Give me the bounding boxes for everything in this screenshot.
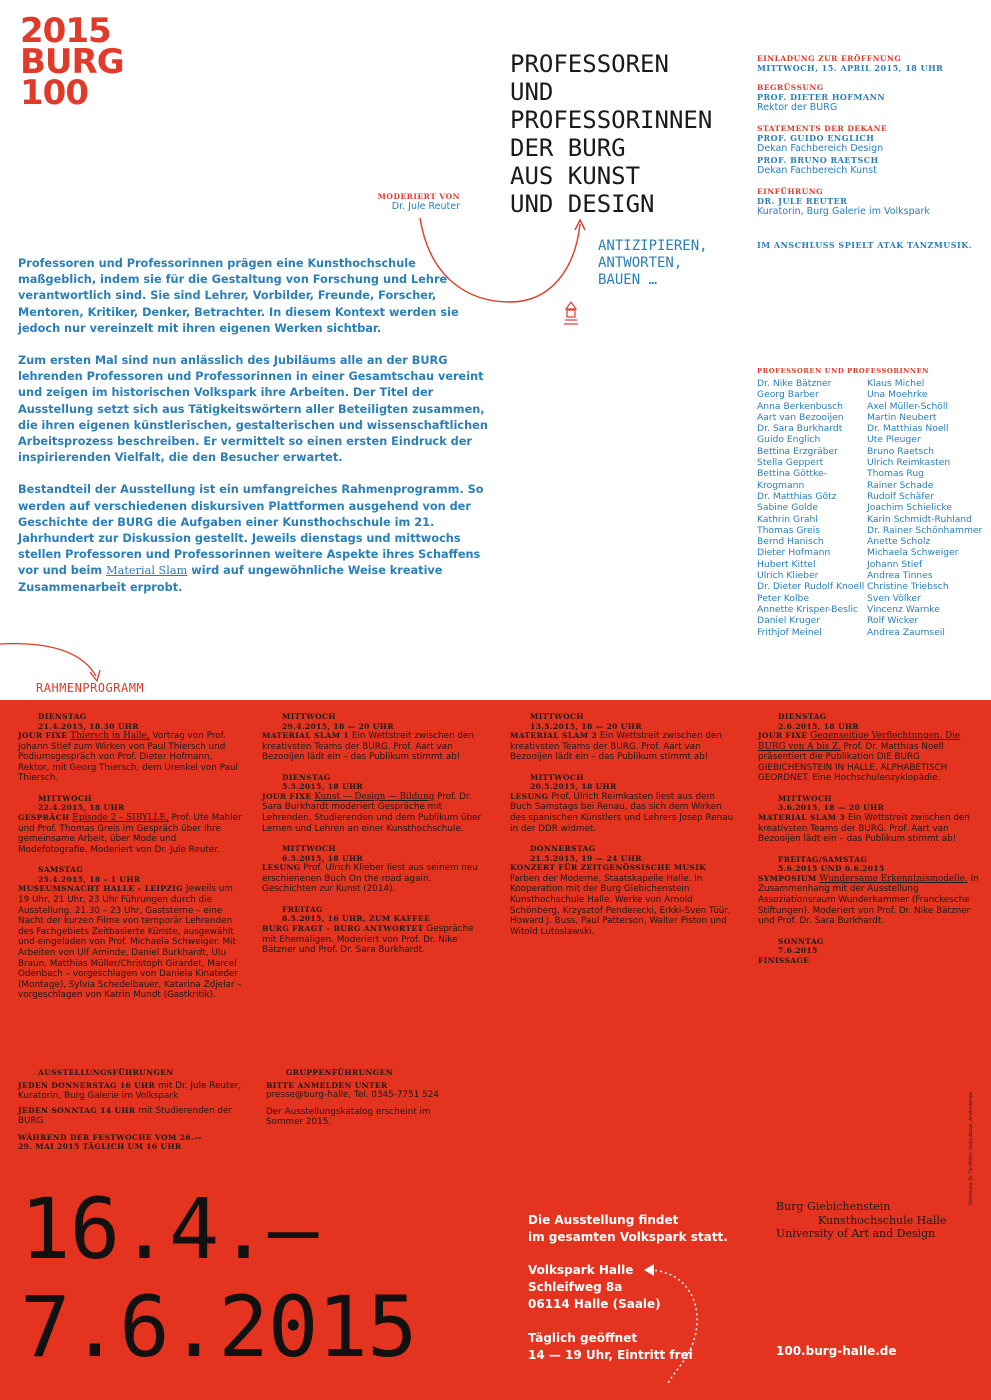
event-date: 6.5.2015, 18 UHR [282, 853, 364, 863]
professor-name: Dr. Nike Bätzner [757, 378, 832, 389]
professor-name: Anette Scholz [867, 536, 931, 548]
website-link[interactable]: 100.burg-halle.de [776, 1344, 897, 1358]
greeting-name: PROF. DIETER HOFMANN [757, 92, 886, 102]
event-date: 25.4.2015, 18 – 1 UHR [38, 874, 141, 884]
program-column [510, 712, 736, 947]
event-date: 13.5.2015, 18 — 20 UHR [530, 721, 642, 731]
event-date: 5.5.2015, 18 UHR [282, 782, 364, 792]
dotted-arrow-icon [640, 1258, 710, 1388]
tour-text: mit Studierenden der BURG [18, 1105, 233, 1127]
burg-100-logo [20, 11, 124, 113]
section-heading: RAHMENPROGRAMM [36, 681, 145, 695]
event-text: In Zusammenhang mit der Ausstellung Assoziationsraum Wunderkammer (Franckesche Stiftungen). Moderiert von Prof. Dr. Nike Bätzner und Prof. Dr. Sara Burkhardt. [758, 873, 979, 927]
professor-name: Frithjof Meinel [757, 626, 822, 638]
page-title [510, 50, 712, 218]
professor-name: Krogmann [757, 479, 805, 491]
hours-line: Täglich geöffnet [528, 1331, 638, 1345]
date-start: 16.4.— [20, 1180, 318, 1278]
venue-address [528, 1262, 748, 1313]
professors-block [757, 367, 929, 375]
event-date: 7.6.2015 [778, 946, 818, 956]
professor-name: Ute Pleuger [867, 434, 921, 446]
event-description [758, 813, 984, 845]
event-text: Ein Wettstreit zwischen den kreativsten Teams der BURG. Prof. Aart van Bezooijen lädt ein – das Publikum stimmt ab! [262, 731, 474, 763]
opening-hours [528, 1330, 748, 1364]
event-day: DIENSTAG [282, 772, 331, 782]
event-text: Prof. Ulrich Reimkasten liest aus dem Buch Samstags bei Renau, das sich dem Wirken des spanischen Künstlers und Lehrers Josep Renau in der DDR widmet. [510, 791, 734, 834]
event-description [262, 731, 488, 763]
professor-name: Johann Stief [867, 558, 923, 570]
professor-name: Kathrin Grahl [757, 513, 818, 525]
professor-name: Dr. Dieter Rudolf Knoell [757, 581, 865, 593]
professor-name: Joachim Schielicke [867, 502, 952, 514]
event-date: 21.5.2015, 19 — 24 UHR [530, 853, 642, 863]
design-credit: Gestaltung: Dr. Tim Müller, Georg Barber, Annika Kempe [968, 1091, 973, 1205]
event-date: 29.4.2015, 18 — 20 UHR [282, 721, 394, 731]
curved-arrow-icon [0, 636, 110, 684]
university-line: University of Art and Design [776, 1227, 936, 1240]
event-text: Prof. Ute Mahler und Prof. Thomas Greis im Gespräch über ihre gemeinsame Arbeit, über Mode und Modefotografie. Moderiert von Dr. Jule Reuter. [18, 812, 242, 855]
event-day: MITTWOCH [38, 793, 92, 803]
professor-name: Michaela Schweiger [867, 547, 959, 559]
event-title: Episode 2 – SIBYLLE, [72, 812, 169, 823]
professor-name: Anna Berkenbusch [757, 400, 843, 412]
exhibition-subtitle [598, 238, 708, 289]
exhibition-dates [20, 1180, 417, 1376]
event-text: Farben der Moderne, Staatskapelle Halle. In Kooperation mit der Burg Giebichenstein Kunsthochschule Halle. Werke von Arnold Schönberg, Krzysztof Penderecki, Erkki-Sven Tüür, Howard J. Buss, Paul Patterson, Walter Piston und Witold Lutosławski. [510, 873, 731, 937]
event-day: DONNERSTAG [530, 844, 596, 854]
tours-block [18, 1068, 248, 1152]
program-event [758, 937, 984, 967]
event-type: MATERIAL SLAM 2 [510, 731, 598, 740]
event-description [758, 956, 984, 967]
moderation-name: Dr. Jule Reuter [391, 201, 460, 212]
intro-paragraph: Professoren und Professorinnen prägen eine Kunsthochschule maßgeblich, indem sie für die Gestaltung von Forschung und Lehre verantwortlich sind. Sie sind Lehrer, Vorbilder, Freunde, Forscher, Mentoren, Kritiker, Denker, Betrachter. In diesem Kontext werden sie jedoch nur vereinzelt mit ihren eigenen Werken sichtbar. [18, 257, 459, 335]
groups-label: GRUPPENFÜHRUNGEN [286, 1068, 393, 1077]
program-column [18, 712, 244, 1011]
event-day: MITTWOCH [530, 712, 584, 721]
professor-name: Peter Kolbe [757, 592, 810, 604]
professor-name: Sven Völker [867, 592, 921, 604]
program-column [262, 712, 488, 966]
event-title: Thiersch in Halle, [70, 731, 150, 741]
event-description [262, 792, 488, 834]
program-event [758, 794, 984, 845]
professor-name: Annette Krisper-Beslic [757, 603, 859, 615]
opening-label: EINLADUNG ZUR ERÖFFNUNG [757, 54, 902, 63]
university-line: Burg Giebichenstein [776, 1200, 891, 1213]
event-date: 20.5.2015, 18 UHR [530, 782, 617, 792]
professor-name: Ulrich Klieber [757, 570, 819, 582]
title-line: DER BURG [510, 134, 626, 162]
event-text: Prof. Dr. Matthias Noell präsentiert die Publikation DIE BURG GIEBICHENSTEIN IN HALLE, ALPHABETISCH GEORDNET. Eine Hochschulenzyklopädie. [758, 741, 948, 784]
event-type: LESUNG [510, 791, 549, 801]
title-line: PROFESSOREN [510, 50, 669, 78]
title-line: UND [510, 78, 554, 106]
event-type: JOUR FIXE [758, 731, 808, 740]
professor-name: Aart van Bezooijen [757, 411, 844, 423]
event-day: SONNTAG [778, 936, 824, 946]
intro-label: EINFÜHRUNG [757, 187, 824, 196]
tour-text: mit Dr. Jule Reuter, Kuratorin, Burg Galerie im Volkspark [18, 1080, 242, 1102]
tours-label: AUSSTELLUNGSFÜHRUNGEN [38, 1068, 174, 1077]
university-line: Kunsthochschule Halle [818, 1213, 947, 1227]
event-type: MUSEUMSNACHT HALLE – LEIPZIG [18, 884, 184, 894]
event-type: MATERIAL SLAM 3 [758, 812, 846, 822]
event-description [18, 731, 244, 784]
tour-line [18, 1106, 248, 1127]
intro-role: Kuratorin, Burg Galerie im Volkspark [757, 206, 930, 217]
event-date: 2.6.2015, 18 UHR [778, 721, 860, 731]
event-day: MITTWOCH [282, 712, 336, 721]
intro-paragraph [18, 482, 488, 595]
professor-name: Klaus Michel [867, 378, 925, 389]
program-event [510, 844, 736, 937]
professors-label: PROFESSOREN UND PROFESSORINNEN [757, 367, 930, 375]
event-title: Gegenseitige Verflechtungen. Die BURG von A bis Z. [758, 731, 961, 752]
event-text: Vortrag von Prof. Johann Stief zum Wirken von Paul Thiersch und Podiumsgespräch von Prof. Dieter Hofmann, Rektor, mit Georg Thiersch, dem Urenkel von Paul Thiersch. [18, 731, 238, 784]
professor-name: Martin Neubert [867, 411, 937, 423]
event-type: SYMPOSIUM [758, 873, 817, 883]
professor-name: Andrea Zaumseil [867, 626, 945, 638]
intro-paragraph: Zum ersten Mal sind nun anlässlich des Jubiläums alle an der BURG lehrenden Professoren und Professorinnen in einer Gesamtschau vereint und zeigen im historischen Volkspark ihre Arbeiten. Der Titel der Ausstellung setzt sich aus Tätigkeitswörtern aller Beteiligten zusammen, die ihren eigenen künstlerischen, gestalterischen und wissenschaftlichen Arbeitsprozess beschreiben. Er vermittelt so einen ersten Eindruck der inspirierenden Vielfalt, die den Besucher erwartet. [18, 354, 488, 465]
event-date: 22.4.2015, 18 UHR [38, 803, 125, 813]
program-event [262, 712, 488, 763]
intro-name: DR. JULE REUTER [757, 196, 848, 206]
professor-name: Rainer Schade [867, 479, 934, 491]
tower-icon [563, 301, 579, 327]
professor-name: Georg Barber [757, 389, 819, 401]
professor-name: Bernd Hanisch [757, 536, 824, 548]
dean-role: Dekan Fachbereich Design [757, 143, 884, 154]
event-date: 3.6.2015, 18 — 20 UHR [778, 803, 885, 813]
event-text: Ein Wettstreit zwischen den kreativsten Teams der BURG. Prof. Aart van Bezooijen lädt ein – das Publikum stimmt ab! [758, 812, 970, 845]
event-description [18, 813, 244, 855]
event-date: 8.5.2015, 16 UHR, ZUM KAFFEE [282, 914, 431, 924]
title-line: UND DESIGN [510, 190, 655, 218]
event-text: Prof. Ulrich Klieber liest aus seinem neu erschienenen Buch On the road again. Geschichten zur Kunst (2014). [262, 863, 478, 895]
venue-note [528, 1212, 748, 1246]
event-text: Prof. Dr. Sara Burkhardt moderiert Gespräche mit Lehrenden, Studierenden und dem Publikum über Lernen und Lehren an einer Kunsthochschule. [262, 791, 482, 834]
professor-name: Thomas Rug [867, 468, 924, 480]
groups-block [266, 1068, 466, 1128]
program-event [18, 794, 244, 855]
professor-name: Rolf Wicker [867, 615, 919, 627]
event-text: Jeweils um 19 Uhr, 21 Uhr, 23 Uhr Führungen durch die Ausstellung. 21.30 – 23 Uhr, Gaststerne – eine Nacht der kurzen Filme von temporär Lehrenden des Fachgebiets Zeitbasierte Künste, ausgewählt und eingeladen von Prof. Michaela Schweiger. Mit Arbeiten von Ulf Aminde, Daniel Burkhardt, Ulu Braun, Matthias Müller/Christoph Girardet, Marcel Odenbach – vorgeschlagen von Daniela Kinateder (Montage), Sylvia Schedelbauer, Katarina Zdjelar – vorgeschlagen von Katrin Mundt (Gastkritik). [18, 884, 242, 1001]
logo-100: 100 [20, 73, 88, 113]
professor-name: Dieter Hofmann [757, 547, 831, 559]
groups-register: BITTE ANMELDEN UNTER [266, 1080, 388, 1090]
event-description [758, 874, 984, 927]
professor-name: Bruno Raetsch [867, 445, 934, 457]
professor-name: Dr. Matthias Götz [757, 490, 837, 502]
event-date: 5.6.2015 UND 6.6.2015 [778, 864, 885, 874]
deans-label: STATEMENTS DER DEKANE [757, 124, 888, 133]
professor-name: Bettina Göttke- [757, 468, 827, 480]
event-type: BURG FRAGT – BURG ANTWORTET [262, 923, 424, 933]
dean-name: PROF. BRUNO RAETSCH [757, 155, 879, 165]
program-event [262, 773, 488, 834]
title-line: PROFESSORINNEN [510, 106, 713, 134]
professor-name: Hubert Kittel [757, 558, 816, 570]
opening-date: MITTWOCH, 15. APRIL 2015, 18 UHR [757, 63, 944, 73]
music-note: IM ANSCHLUSS SPIELT ATAK TANZMUSIK. [757, 240, 972, 250]
groups-contact[interactable]: presse@burg-halle, Tel. 0345-7751 524 [266, 1090, 439, 1100]
tour-time: JEDEN DONNERSTAG 16 UHR [18, 1080, 156, 1090]
event-type: JOUR FIXE [262, 791, 312, 801]
event-description [510, 863, 736, 937]
event-date: 21.4.2015, 18.30 UHR [38, 721, 139, 731]
professor-name: Dr. Sara Burkhardt [757, 423, 843, 435]
professor-name: Stella Geppert [757, 457, 824, 469]
logo-burg: BURG [20, 42, 124, 82]
professor-name: Sabine Golde [757, 502, 819, 514]
event-title: Kunst — Design — Bildung [314, 791, 435, 802]
event-type: FINISSAGE [758, 955, 810, 965]
dean-role: Dekan Fachbereich Kunst [757, 165, 877, 176]
event-day: DIENSTAG [778, 712, 827, 721]
event-type: JOUR FIXE [18, 731, 68, 740]
event-description [262, 863, 488, 895]
professors-list-1 [757, 378, 867, 638]
program-event [510, 773, 736, 834]
event-description [510, 792, 736, 834]
hours-line: 14 — 19 Uhr, Eintritt frei [528, 1348, 693, 1362]
event-type: MATERIAL SLAM 1 [262, 731, 350, 740]
program-event [18, 865, 244, 1001]
event-day: SAMSTAG [38, 865, 84, 875]
subtitle-line: ANTWORTEN, [598, 255, 683, 271]
festival-tours: WÄHREND DER FESTWOCHE VOM 26.—29. MAI 2015 TÄGLICH UM 16 UHR [18, 1132, 202, 1152]
professors-list-2 [867, 378, 987, 638]
program-event [18, 712, 244, 784]
logo-year: 2015 [20, 11, 111, 51]
event-title: Wundersame Erkenntnismodelle. [819, 873, 968, 884]
professor-name: Vincenz Warnke [867, 603, 940, 615]
program-column [758, 712, 984, 976]
tour-time: JEDEN SONNTAG 14 UHR [18, 1105, 136, 1115]
professor-name: Bettina Erzgräber [757, 445, 838, 457]
tour-line [18, 1081, 248, 1102]
event-day: FREITAG [282, 904, 323, 914]
professor-name: Guido Englich [757, 434, 821, 446]
event-day: DIENSTAG [38, 712, 87, 721]
event-text: Gespräche mit Ehemaligen. Moderiert von Prof. Dr. Nike Bätzner und Prof. Dr. Sara Burkhardt. [262, 923, 474, 956]
event-type: LESUNG [262, 863, 301, 873]
professor-name: Una Moehrke [867, 389, 928, 401]
program-event [758, 855, 984, 927]
address-line: Schleifweg 8a [528, 1280, 623, 1294]
catalog-note: Der Ausstellungskatalog erscheint im Sommer 2015. [266, 1106, 431, 1128]
intro-text-part: Bestandteil der Ausstellung ist ein umfangreiches Rahmenprogramm. So werden auf verschiedenen diskursiven Plattformen ausgehend von der Geschichte der BURG die Aufgaben einer Kunsthochschule im 21. Jahrhundert zur Diskussion gestellt. Jeweils dienstags und mittwochs stellen Professoren und Professorinnen weitere Aspekte ihres Schaffens vor und beim [18, 483, 484, 578]
intro-text [18, 256, 488, 612]
professor-name: Thomas Greis [757, 524, 821, 536]
event-description [510, 731, 736, 763]
subtitle-line: BAUEN … [598, 272, 658, 288]
address-line: Volkspark Halle [528, 1263, 634, 1277]
professor-name: Dr. Rainer Schönhammer [867, 524, 983, 536]
professor-name: Karin Schmidt-Ruhland [867, 513, 972, 525]
university-name [776, 1200, 946, 1241]
intro-text-part: wird auf ungewöhnliche Weise kreative Zusammenarbeit erprobt. [18, 564, 443, 594]
event-day: MITTWOCH [282, 844, 336, 854]
dean-name: PROF. GUIDO ENGLICH [757, 133, 875, 143]
event-description [262, 924, 488, 956]
event-text: Ein Wettstreit zwischen den kreativsten Teams der BURG. Prof. Aart van Bezooijen lädt ein – das Publikum stimmt ab! [510, 731, 722, 763]
event-type: GESPRÄCH [18, 812, 70, 822]
event-description [18, 884, 244, 1001]
program-event [262, 844, 488, 895]
event-day: MITTWOCH [778, 793, 832, 803]
venue-line: Die Ausstellung findet [528, 1213, 679, 1227]
program-event [510, 712, 736, 763]
address-line: 06114 Halle (Saale) [528, 1297, 661, 1311]
greeting-role: Rektor der BURG [757, 102, 838, 113]
event-type: KONZERT FÜR ZEITGENÖSSISCHE MUSIK [510, 863, 707, 873]
material-slam-link[interactable]: Material Slam [106, 564, 188, 578]
program-event [262, 905, 488, 956]
program-event [758, 712, 984, 784]
professor-name: Rudolf Schäfer [867, 490, 934, 502]
professor-name: Ulrich Reimkasten [867, 457, 951, 469]
subtitle-line: ANTIZIPIEREN, [598, 238, 708, 254]
event-day: FREITAG/SAMSTAG [778, 854, 868, 864]
professor-name: Andrea Tinnes [867, 570, 933, 582]
professor-name: Axel Müller-Schöll [867, 400, 949, 412]
date-end: 7.6.2015 [20, 1278, 417, 1376]
title-line: AUS KUNST [510, 162, 641, 190]
professor-name: Daniel Kruger [757, 615, 821, 627]
professor-name: Dr. Matthias Noell [867, 423, 949, 435]
event-day: MITTWOCH [530, 772, 584, 782]
greeting-label: BEGRÜSSUNG [757, 83, 824, 92]
event-description [758, 731, 984, 784]
opening-info [757, 54, 982, 250]
moderation-label: MODERIERT VON [377, 192, 460, 201]
professor-name: Christine Triebsch [867, 581, 949, 593]
venue-line: im gesamten Volkspark statt. [528, 1230, 728, 1244]
